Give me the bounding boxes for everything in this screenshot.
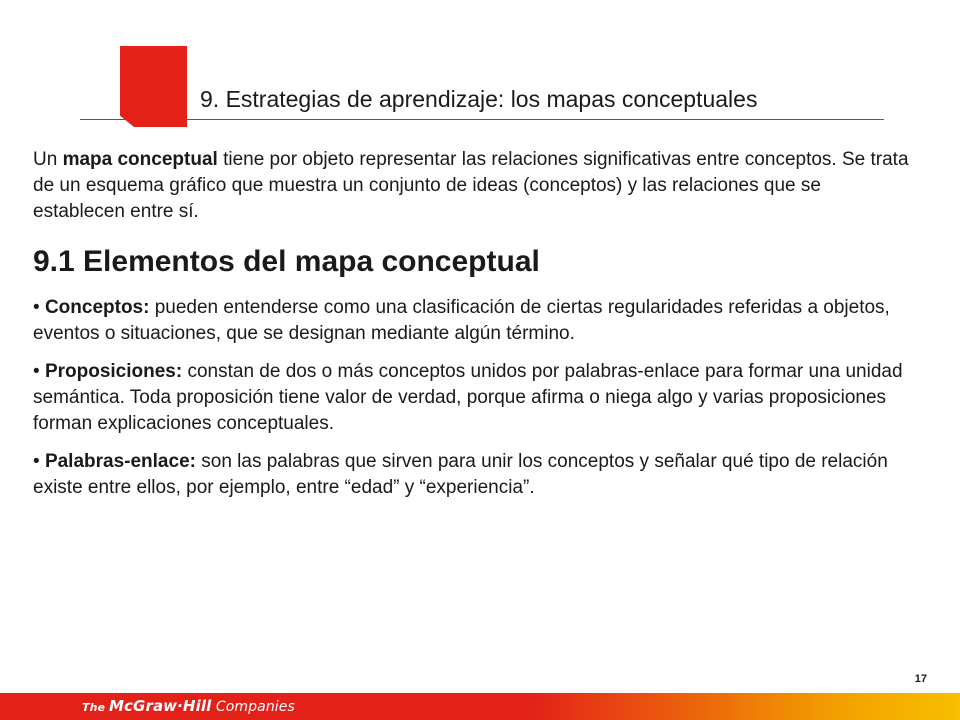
bullet-marker: •	[33, 361, 45, 382]
logo-companies: Companies	[211, 699, 295, 715]
intro-text-start: Un	[33, 149, 63, 170]
bullet-marker: •	[33, 451, 45, 472]
intro-bold-term: mapa conceptual	[62, 149, 218, 170]
page-number: 17	[914, 673, 927, 685]
intro-text-rest: tiene por objeto representar las relaciones significativas entre conceptos. Se trata de un esquema gráfico que muestra un conjunto de ideas (conceptos) y las relaciones que se establecen entre sí.	[33, 149, 909, 222]
bullet-conceptos	[33, 295, 913, 347]
bullet-term: Palabras-enlace:	[44, 451, 196, 472]
bullet-term: Conceptos:	[44, 297, 150, 318]
bullet-palabras-enlace	[33, 449, 913, 501]
intro-paragraph	[33, 147, 913, 225]
bullet-proposiciones	[33, 359, 913, 437]
bullet-text: pueden entenderse como una clasificación de ciertas regularidades referidas a objetos, eventos o situaciones, que se designan mediante algún término.	[33, 297, 890, 344]
footer-bar	[0, 693, 960, 720]
bullet-term: Proposiciones:	[44, 361, 183, 382]
bullet-text: son las palabras que sirven para unir los conceptos y señalar qué tipo de relación existe entre ellos, por ejemplo, entre “edad” y “experiencia”.	[33, 451, 888, 498]
mcgraw-hill-logo	[82, 697, 295, 715]
section-heading: 9.1 Elementos del mapa conceptual	[33, 245, 540, 278]
slide-title: 9. Estrategias de aprendizaje: los mapas conceptuales	[200, 86, 758, 112]
logo-the: The	[82, 701, 110, 714]
bullet-marker: •	[33, 297, 45, 318]
bullet-text: constan de dos o más conceptos unidos por palabras-enlace para formar una unidad semántica. Toda proposición tiene valor de verdad, porque afirma o niega algo y varias proposiciones forman explicaciones conceptuales.	[33, 361, 903, 434]
logo-brand: McGraw·Hill	[109, 697, 212, 715]
title-accent-tab	[120, 46, 187, 127]
title-underline	[80, 119, 884, 120]
slide-content	[33, 147, 913, 513]
